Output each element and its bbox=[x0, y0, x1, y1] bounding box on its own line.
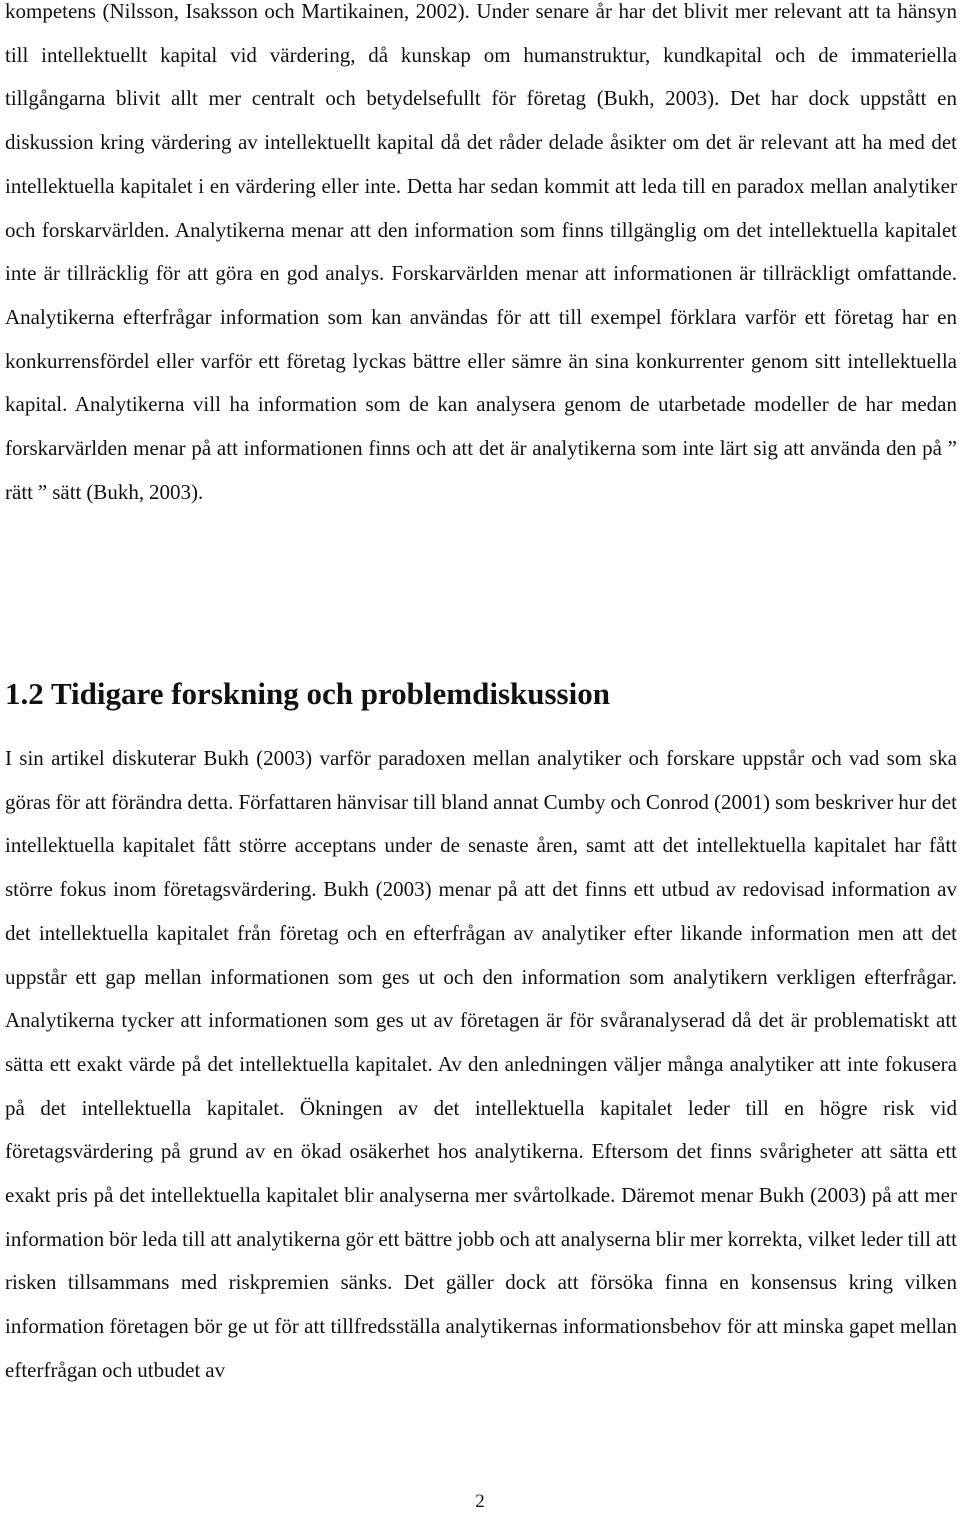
body-paragraph-intro: kompetens (Nilsson, Isaksson och Martikainen, 2002). Under senare år har det blivit mer relevant att ta hänsyn till intellektuellt kapital vid värdering, då kunskap om humanstruktur, kundkapital och de immateriella tillgångarna blivit allt mer centralt och betydelsefullt för företag (Bukh, 2003). Det har dock uppstått en diskussion kring värdering av intellektuellt kapital då det råder delade åsikter om det är relevant att ha med det intellektuella kapitalet i en värdering eller inte. Detta har sedan kommit att leda till en paradox mellan analytiker och forskarvärlden. Analytikerna menar att den information som finns tillgänglig om det intellektuella kapitalet inte är tillräcklig för att göra en god analys. Forskarvärlden menar att informationen är tillräckligt omfattande. Analytikerna efterfrågar information som kan användas för att till exempel förklara varför ett företag har en konkurrensfördel eller varför ett företag lyckas bättre eller sämre än sina konkurrenter genom sitt intellektuella kapital. Analytikerna vill ha information som de kan analysera genom de utarbetade modeller de har medan forskarvärlden menar på att informationen finns och att det är analytikerna som inte lärt sig att använda den på ” rätt ” sätt (Bukh, 2003). bbox=[5, 0, 957, 504]
page-number: 2 bbox=[475, 1491, 485, 1512]
section-heading: 1.2 Tidigare forskning och problemdiskussion bbox=[5, 676, 610, 711]
body-paragraph-previous-research: I sin artikel diskuterar Bukh (2003) varför paradoxen mellan analytiker och forskare uppstår och vad som ska göras för att förändra detta. Författaren hänvisar till bland annat Cumby och Conrod (2001) som beskriver hur det intellektuella kapitalet fått större acceptans under de senaste åren, samt att det intellektuella kapitalet har fått större fokus inom företagsvärdering. Bukh (2003) menar på att det finns ett utbud av redovisad information av det intellektuella kapitalet från företag och en efterfrågan av analytiker efter likande information men att det uppstår ett gap mellan informationen som ges ut och den information som analytikern verkligen efterfrågar. Analytikerna tycker att informationen som ges ut av företagen är för svåranalyserad då det är problematiskt att sätta ett exakt värde på det intellektuella kapitalet. Av den anledningen väljer många analytiker att inte fokusera på det intellektuella kapitalet. Ökningen av det intellektuella kapitalet leder till en högre risk vid företagsvärdering på grund av en ökad osäkerhet hos analytikerna. Eftersom det finns svårigheter att sätta ett exakt pris på det intellektuella kapitalet blir analyserna mer svårtolkade. Däremot menar Bukh (2003) på att mer information bör leda till att analytikerna gör ett bättre jobb och att analyserna blir mer korrekta, vilket leder till att risken tillsammans med riskpremien sänks. Det gäller dock att försöka finna en konsensus kring vilken information företagen bör ge ut för att tillfredsställa analytikernas informationsbehov för att minska gapet mellan efterfrågan och utbudet av bbox=[5, 746, 957, 1382]
